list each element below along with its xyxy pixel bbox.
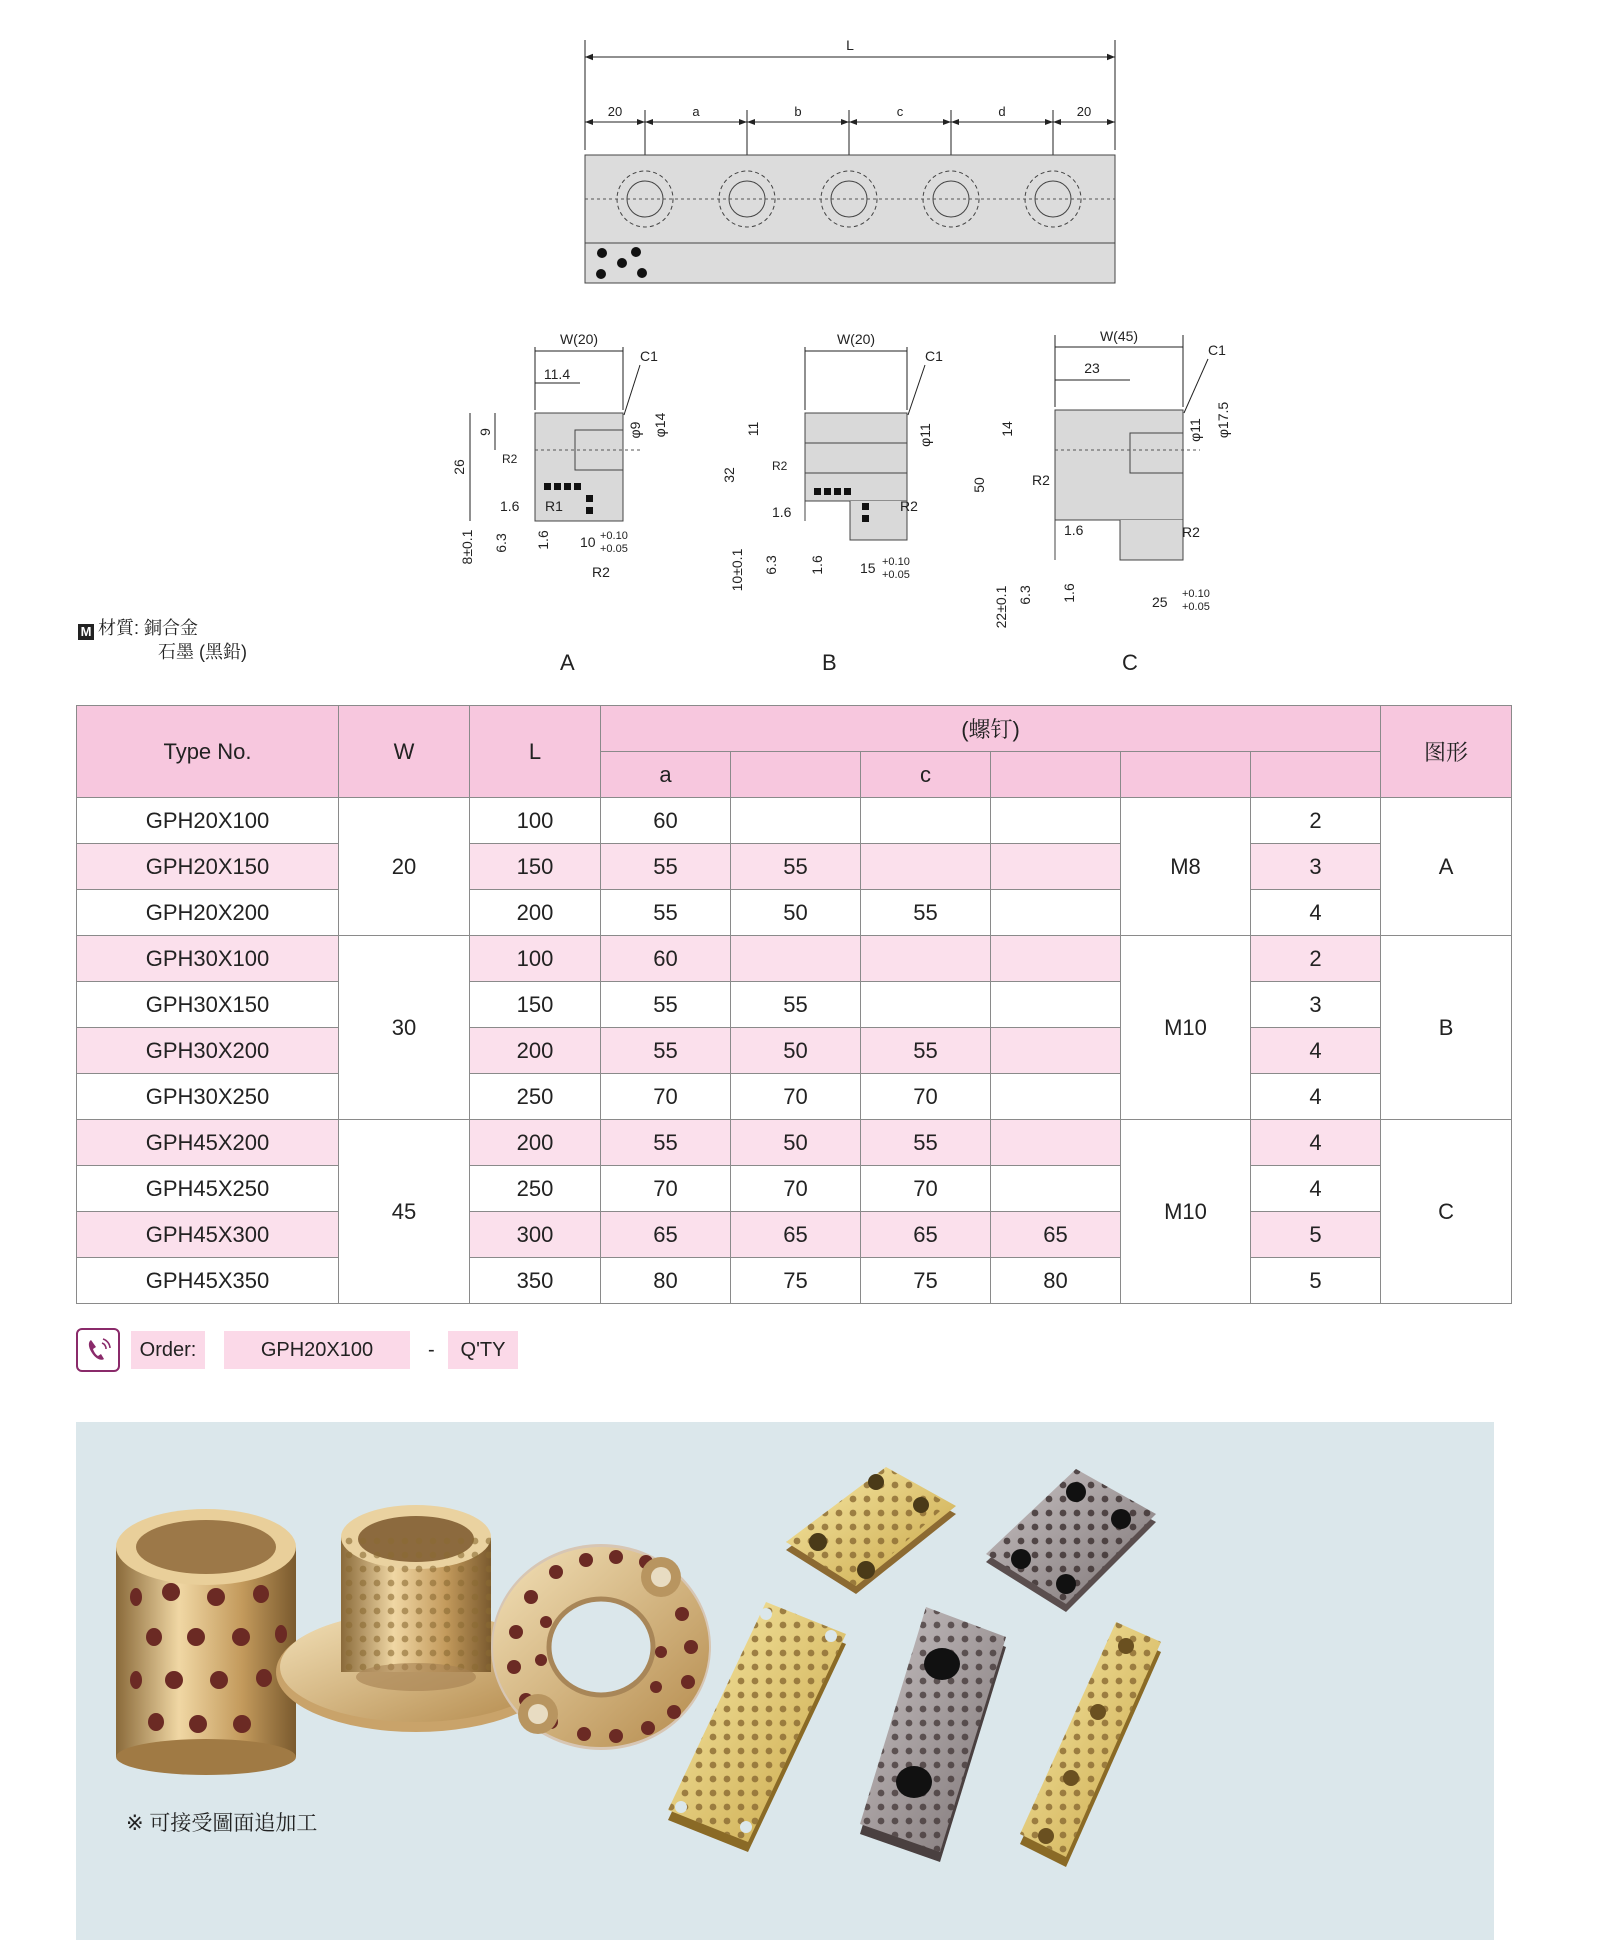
a-dim-114: 11.4 [543,366,571,382]
table-row [77,1166,1512,1212]
cell-shape: A [1381,798,1512,936]
thrust-washer-photo [491,1544,711,1750]
c-16-b: 1.6 [1061,583,1077,603]
wear-plate-photo-4 [860,1607,1006,1862]
phone-icon [76,1328,120,1372]
cell-a: 60 [601,798,731,844]
c-width-label: W(45) [1099,328,1139,344]
cell-screw: M10 [1121,1120,1251,1304]
cell-qty: 2 [1251,936,1381,982]
cell-c [861,798,991,844]
product-photos [76,1422,1494,1940]
cell-a: 55 [601,890,731,936]
cell-l: 200 [470,1028,601,1074]
cell-l: 100 [470,798,601,844]
cell-c [861,844,991,890]
cell-type: GPH45X300 [77,1212,339,1258]
cell-w: 30 [339,936,470,1120]
cell-type: GPH45X200 [77,1120,339,1166]
cell-screw: M10 [1121,936,1251,1120]
order-qty[interactable]: Q'TY [448,1331,518,1369]
fig-caption-a: A [560,650,575,675]
c-r2-top: R2 [1032,472,1050,488]
a-r2-bottom: R2 [592,564,610,580]
b-tol-lower: +0.05 [882,569,910,581]
b-chamfer: C1 [925,348,943,364]
a-r1: R1 [545,498,563,514]
order-label: Order: [131,1331,205,1369]
cell-type: GPH30X200 [77,1028,339,1074]
c-dim-63: 6.3 [1017,585,1033,605]
bushing-photo [116,1509,296,1775]
cell-a: 55 [601,844,731,890]
b-r2-right: R2 [900,498,918,514]
cell-d [991,1120,1121,1166]
cell-b: 50 [731,1028,861,1074]
cell-type: GPH30X100 [77,936,339,982]
a-tol-lower: +0.05 [600,543,628,555]
cell-b: 55 [731,982,861,1028]
b-r2-top: R2 [772,459,788,473]
a-dim-9: 9 [477,428,493,436]
cell-b: 70 [731,1074,861,1120]
cell-l: 300 [470,1212,601,1258]
b-16-a: 1.6 [772,504,792,520]
table-row [77,1258,1512,1304]
cell-l: 100 [470,936,601,982]
section-drawing-c [960,325,1290,645]
cell-a: 55 [601,982,731,1028]
b-phi11: φ11 [917,423,933,447]
b-width-label: W(20) [836,331,876,347]
header-sub-a: a [601,752,731,798]
c-dim-23: 23 [1084,360,1100,376]
wear-plate-photo-1 [786,1467,956,1594]
material-badge: M [78,624,94,640]
order-example[interactable]: GPH20X100 [224,1331,410,1369]
c-phi175: φ17.5 [1215,401,1231,439]
cell-l: 250 [470,1074,601,1120]
cell-l: 250 [470,1166,601,1212]
cell-qty: 4 [1251,890,1381,936]
cell-c: 55 [861,1120,991,1166]
table-row [77,1028,1512,1074]
c-tol-lower: +0.05 [1182,601,1210,613]
cell-qty: 2 [1251,798,1381,844]
seg-20-left: 20 [607,104,623,119]
cell-b [731,798,861,844]
cell-qty: 3 [1251,844,1381,890]
cell-d [991,890,1121,936]
length-label: L [846,37,854,53]
cell-c: 75 [861,1258,991,1304]
c-chamfer: C1 [1208,342,1226,358]
cell-type: GPH45X350 [77,1258,339,1304]
b-dim-11: 11 [745,421,761,437]
cell-d [991,1166,1121,1212]
cell-d [991,982,1121,1028]
cell-qty: 5 [1251,1258,1381,1304]
a-dim-26: 26 [451,459,467,475]
cell-d [991,798,1121,844]
cell-c: 70 [861,1074,991,1120]
a-dim-63: 6.3 [493,533,509,553]
top-view-drawing [570,30,1130,290]
cell-b: 55 [731,844,861,890]
cell-type: GPH30X250 [77,1074,339,1120]
cell-shape: C [1381,1120,1512,1304]
header-type-no: Type No. [77,706,339,798]
cell-l: 350 [470,1258,601,1304]
table-row [77,1212,1512,1258]
a-tol-upper: +0.10 [600,530,628,542]
cell-b: 50 [731,1120,861,1166]
cell-qty: 4 [1251,1120,1381,1166]
header-sub-qty [1251,752,1381,798]
a-r2-top: R2 [502,452,518,466]
cell-c [861,936,991,982]
fig-caption-c: C [1122,650,1138,675]
cell-b: 70 [731,1166,861,1212]
section-drawing-b [710,325,950,615]
header-l: L [470,706,601,798]
b-tol-upper: +0.10 [882,556,910,568]
seg-b: b [794,104,802,119]
cell-l: 200 [470,1120,601,1166]
c-dim-50: 50 [971,477,987,493]
cell-l: 150 [470,982,601,1028]
b-dim-10: 10±0.1 [729,548,745,592]
cell-shape: B [1381,936,1512,1120]
table-row [77,798,1512,844]
a-phi14: φ14 [652,412,668,438]
table-row [77,936,1512,982]
a-16-a: 1.6 [500,498,520,514]
cell-c: 70 [861,1166,991,1212]
machining-note: ※ 可接受圖面追加工 [126,1812,318,1835]
a-dim-8: 8±0.1 [459,529,475,565]
c-dim-22: 22±0.1 [993,585,1009,629]
table-row [77,1120,1512,1166]
cell-a: 55 [601,1028,731,1074]
cell-a: 70 [601,1074,731,1120]
cell-type: GPH20X100 [77,798,339,844]
cell-qty: 5 [1251,1212,1381,1258]
cell-d [991,1074,1121,1120]
spec-table [76,705,1512,1304]
cell-qty: 4 [1251,1166,1381,1212]
cell-c: 55 [861,1028,991,1074]
c-r2-right: R2 [1182,524,1200,540]
a-width-label: W(20) [559,331,599,347]
cell-b: 75 [731,1258,861,1304]
cell-b: 50 [731,890,861,936]
header-sub-c: c [861,752,991,798]
cell-type: GPH30X150 [77,982,339,1028]
cell-w: 20 [339,798,470,936]
cell-a: 65 [601,1212,731,1258]
cell-qty: 3 [1251,982,1381,1028]
a-chamfer: C1 [640,348,658,364]
cell-a: 70 [601,1166,731,1212]
cell-a: 55 [601,1120,731,1166]
cell-d [991,936,1121,982]
table-row [77,1074,1512,1120]
table-row [77,844,1512,890]
c-phi11: φ11 [1187,418,1203,442]
cell-b [731,936,861,982]
cell-c: 65 [861,1212,991,1258]
c-dim-14: 14 [999,421,1015,437]
c-16-a: 1.6 [1064,522,1084,538]
fig-caption-b: B [822,650,837,675]
b-dim-63: 6.3 [763,555,779,575]
cell-c: 55 [861,890,991,936]
seg-d: d [998,104,1006,119]
cell-a: 60 [601,936,731,982]
seg-20-right: 20 [1076,104,1092,119]
cell-d [991,844,1121,890]
cell-d: 65 [991,1212,1121,1258]
header-sub-screw [1121,752,1251,798]
cell-l: 150 [470,844,601,890]
cell-type: GPH45X250 [77,1166,339,1212]
section-drawing-a [440,325,670,595]
table-row [77,982,1512,1028]
material-value-1: 銅合金 [144,618,199,638]
a-16-b: 1.6 [535,530,551,550]
a-phi9: φ9 [627,421,643,439]
cell-qty: 4 [1251,1028,1381,1074]
cell-type: GPH20X150 [77,844,339,890]
cell-a: 80 [601,1258,731,1304]
table-row [77,890,1512,936]
b-dim-32: 32 [721,467,737,483]
cell-b: 65 [731,1212,861,1258]
header-sub-b [731,752,861,798]
seg-a: a [692,104,700,119]
cell-d [991,1028,1121,1074]
b-16-b: 1.6 [809,555,825,575]
header-w: W [339,706,470,798]
cell-l: 200 [470,890,601,936]
c-dim-25: 25 [1152,594,1168,610]
header-shape: 图形 [1381,706,1512,798]
a-dim-10: 10 [580,534,596,550]
b-dim-15: 15 [860,560,876,576]
cell-w: 45 [339,1120,470,1304]
material-note [78,616,247,664]
wear-plate-photo-2 [986,1469,1156,1612]
order-dash: - [428,1339,435,1361]
cell-screw: M8 [1121,798,1251,936]
material-value-2: 石墨 (黑鉛) [158,642,247,662]
seg-c: c [896,104,904,119]
wear-plate-photo-5 [1020,1622,1161,1867]
header-sub-d [991,752,1121,798]
c-tol-upper: +0.10 [1182,588,1210,600]
header-screw-group: (螺钉) [601,706,1381,752]
cell-c [861,982,991,1028]
cell-d: 80 [991,1258,1121,1304]
material-label: 材質: [98,618,140,638]
cell-qty: 4 [1251,1074,1381,1120]
cell-type: GPH20X200 [77,890,339,936]
product-photo-panel [76,1422,1494,1940]
